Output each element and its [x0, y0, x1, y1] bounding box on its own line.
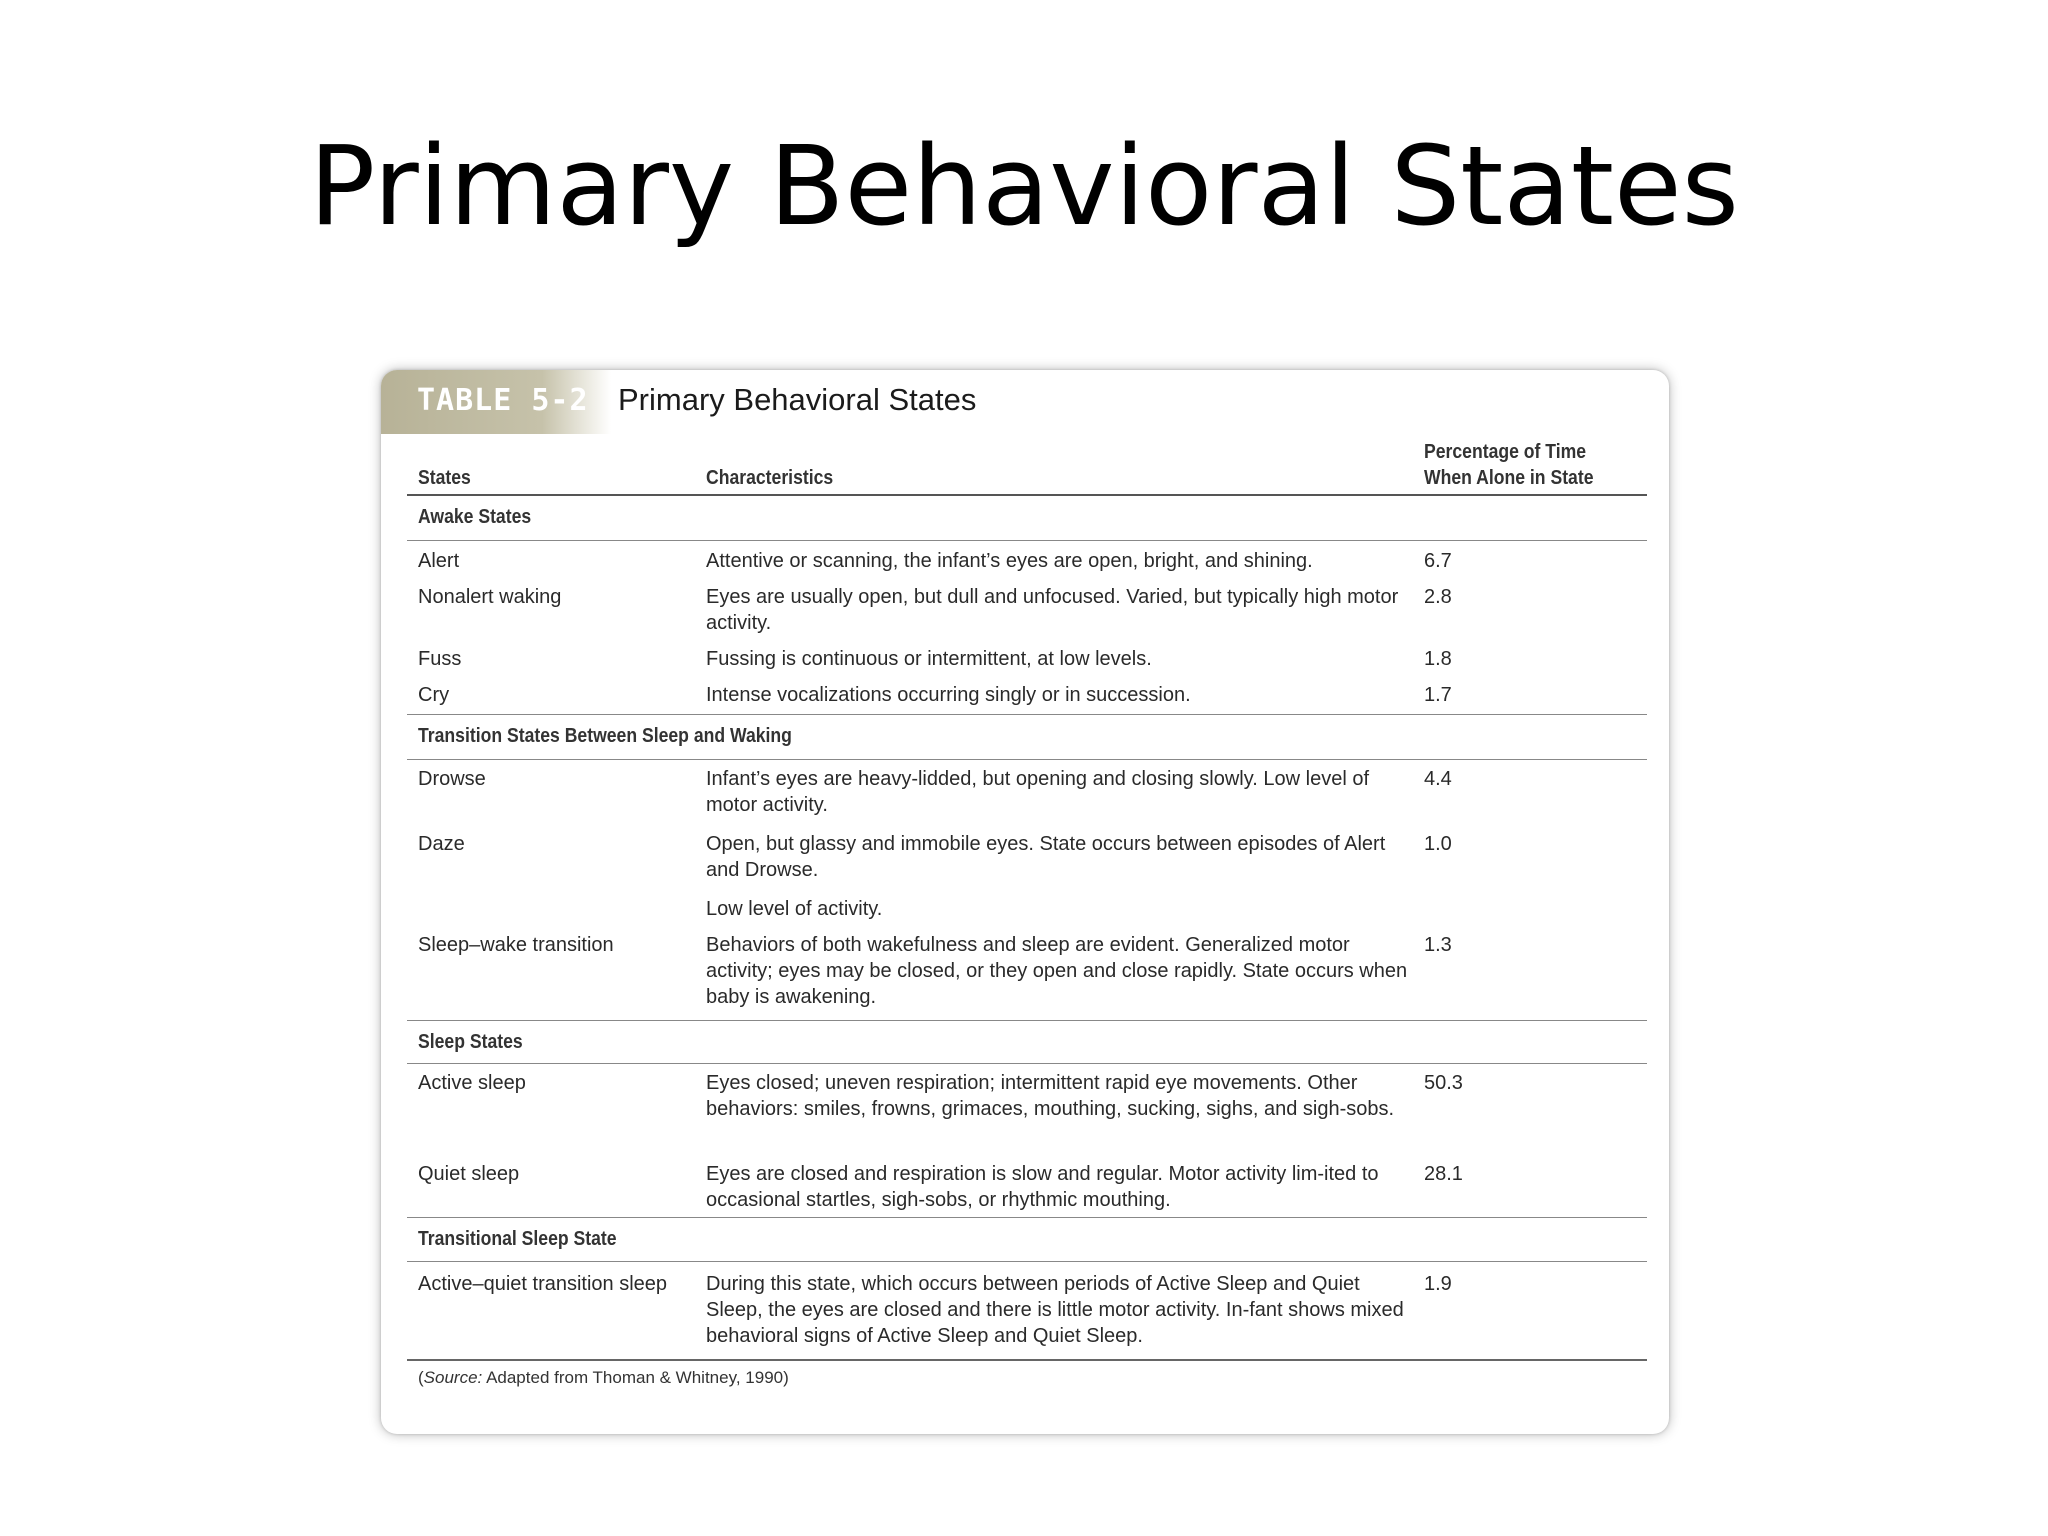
row-state: Daze: [418, 833, 465, 855]
group-rule: [407, 1063, 1647, 1064]
row-percentage: 1.7: [1424, 684, 1452, 706]
row-percentage: 6.7: [1424, 550, 1452, 572]
row-percentage: 28.1: [1424, 1163, 1463, 1185]
row-state: Cry: [418, 684, 450, 706]
slide-title: Primary Behavioral States: [309, 122, 1739, 250]
row-percentage: 4.4: [1424, 768, 1452, 790]
source-label: Source:: [423, 1368, 483, 1387]
row-characteristics: Intense vocalizations occurring singly or in succession.: [706, 684, 1191, 706]
group-label-awake-states: Awake States: [418, 506, 532, 528]
row-state: Fuss: [418, 648, 462, 670]
row-state: Quiet sleep: [418, 1163, 520, 1185]
source-text: Adapted from Thoman & Whitney, 1990: [486, 1368, 784, 1387]
group-label-transitional-sleep-state: Transitional Sleep State: [418, 1228, 617, 1250]
column-header-percentage: [1424, 439, 1593, 491]
row-percentage: 1.8: [1424, 648, 1452, 670]
group-label-sleep-states: Sleep States: [418, 1031, 523, 1053]
row-state: Drowse: [418, 768, 486, 790]
row-percentage: 2.8: [1424, 586, 1452, 608]
row-state: Active sleep: [418, 1072, 526, 1094]
column-header-percentage-line2: When Alone in State: [1424, 467, 1594, 489]
row-state: Nonalert waking: [418, 586, 562, 608]
column-header-states: States: [418, 467, 471, 489]
group-rule: [407, 1020, 1647, 1021]
row-state: Active–quiet transition sleep: [418, 1273, 668, 1295]
row-characteristics: Eyes closed; uneven respiration; intermittent rapid eye movements. Other behaviors: smiles, frowns, grimaces, mouthing, sucking, sighs, and sigh-sobs.: [706, 1072, 1395, 1120]
row-characteristics: Infant’s eyes are heavy-lidded, but opening and closing slowly. Low level of motor activity.: [706, 768, 1369, 816]
row-characteristics: During this state, which occurs between periods of Active Sleep and Quiet Sleep, the eyes are closed and there is little motor activity. In-fant shows mixed behavioral signs of Active Sleep and Quiet Sleep.: [706, 1273, 1404, 1347]
group-rule: [407, 540, 1647, 541]
column-header-characteristics: Characteristics: [706, 467, 834, 489]
table-caption: Primary Behavioral States: [618, 382, 977, 417]
column-header-percentage-line1: Percentage of Time: [1424, 441, 1587, 463]
group-rule: [407, 1261, 1647, 1262]
row-characteristics: Eyes are usually open, but dull and unfocused. Varied, but typically high motor activity.: [706, 586, 1399, 634]
row-characteristics: Eyes are closed and respiration is slow and regular. Motor activity lim-ited to occasional startles, sigh-sobs, or rhythmic mouthing.: [706, 1163, 1379, 1211]
row-characteristics: Attentive or scanning, the infant’s eyes are open, bright, and shining.: [706, 550, 1313, 572]
footer-rule: [407, 1359, 1647, 1361]
row-percentage: 1.3: [1424, 934, 1452, 956]
source-note: (Source: Adapted from Thoman & Whitney, 1990): [418, 1368, 789, 1387]
group-rule: [407, 1217, 1647, 1218]
table-card: [381, 370, 1669, 1434]
group-label-transition-states: Transition States Between Sleep and Waking: [418, 725, 792, 747]
row-characteristics: Low level of activity.: [706, 898, 883, 920]
row-state: Alert: [418, 550, 460, 572]
table-number-tag: [381, 370, 611, 434]
row-characteristics: Behaviors of both wakefulness and sleep are evident. Generalized motor activity; eyes may be closed, or they open and close rapidly. State occurs when baby is awakening.: [706, 934, 1408, 1008]
header-rule: [407, 494, 1647, 496]
group-rule: [407, 714, 1647, 715]
row-percentage: 1.9: [1424, 1273, 1452, 1295]
group-rule: [407, 759, 1647, 760]
row-percentage: 50.3: [1424, 1072, 1463, 1094]
row-state: Sleep–wake transition: [418, 934, 614, 956]
table-header: [381, 370, 1669, 434]
table-number-label: TABLE 5-2: [417, 383, 589, 418]
row-characteristics: Open, but glassy and immobile eyes. State occurs between episodes of Alert and Drowse.: [706, 833, 1386, 881]
row-percentage: 1.0: [1424, 833, 1452, 855]
row-characteristics: Fussing is continuous or intermittent, at low levels.: [706, 648, 1152, 670]
